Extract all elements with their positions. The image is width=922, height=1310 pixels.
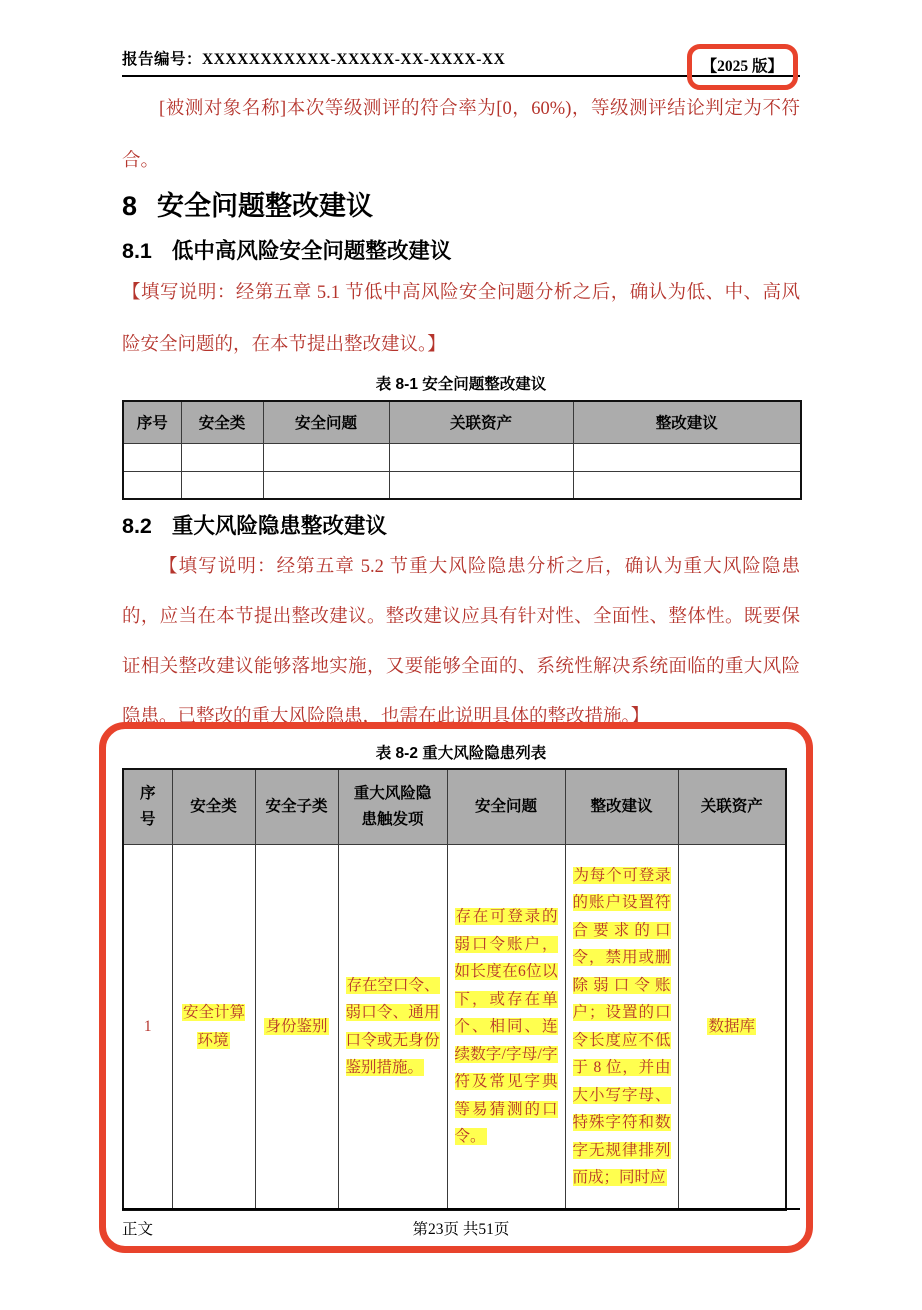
column-header-suggestion: 整改建议 [573,401,801,443]
table-8-1 [122,400,802,500]
footer-section-label: 正文 [122,1221,154,1238]
heading-8-number: 8 [122,191,138,221]
highlighted-text: 存在空口令、弱口令、通用口令或无身份鉴别措施。 [345,976,440,1077]
empty-cell [181,443,263,471]
table-8-2 [122,768,787,1211]
column-header-asset: 关联资产 [678,769,786,844]
report-number: 报告编号：XXXXXXXXXXX-XXXXX-XX-XXXX-XX [122,51,506,68]
empty-cell [263,443,389,471]
column-header-category: 安全类 [181,401,263,443]
empty-cell [389,443,573,471]
column-header-category: 安全类 [172,769,255,844]
conclusion-paragraph: [被测对象名称]本次等级测评的符合率为[0，60%)，等级测评结论判定为不符合。 [122,99,800,171]
heading-8-2-number: 8.2 [122,514,152,538]
empty-cell [181,471,263,499]
empty-cell [573,471,801,499]
heading-8-2 [122,512,800,540]
table-8-2-header-row [123,769,786,844]
fill-instruction-8-1: 【填写说明：经第五章 5.1 节低中高风险安全问题分析之后，确认为低、中、高风险安全问题的，在本节提出整改建议。】 [122,283,800,355]
highlighted-text: 存在可登录的弱口令账户，如长度在6位以下，或存在单个、相同、连续数字/字母/字符及常见字典等易猜测的口令。 [454,908,558,1145]
trigger-cell [338,844,447,1210]
highlighted-text: 安全计算环境 [182,1004,245,1049]
column-header-serial: 序号 [123,769,172,844]
heading-8-1-title: 低中高风险安全问题整改建议 [171,239,452,263]
column-header-serial: 序号 [123,401,181,443]
column-header-problem: 安全问题 [447,769,565,844]
highlighted-text: 为每个可登录的账户设置符合要求的口令，禁用或删除弱口令账户；设置的口令长度应不低于 8 位，并由大小写字母、特殊字符和数字无规律排列而成；同时应 [572,866,671,1187]
column-header-problem: 安全问题 [263,401,389,443]
asset-cell [678,844,786,1210]
page-body [0,83,922,742]
heading-8 [122,189,800,223]
column-header-trigger: 重大风险隐患触发项 [338,769,447,844]
suggestion-cell [565,844,678,1210]
column-header-subcategory: 安全子类 [255,769,338,844]
highlighted-text: 身份鉴别 [265,1018,328,1035]
problem-cell [447,844,565,1210]
heading-8-2-title: 重大风险隐患整改建议 [171,514,387,538]
table-row-empty [123,443,801,471]
highlighted-text: 数据库 [708,1018,755,1035]
table-8-1-caption: 表 8-1 安全问题整改建议 [375,376,547,393]
table-8-2-section [122,740,800,1211]
column-header-suggestion: 整改建议 [565,769,678,844]
empty-cell [263,471,389,499]
fill-instruction-8-2: 【填写说明：经第五章 5.2 节重大风险隐患分析之后，确认为重大风险隐患的，应当在本节提出整改建议。整改建议应具有针对性、全面性、整体性。既要保证相关整改建议能够落地实施，又要能够全面的、系统性解决系统面临的重大风险隐患。已整改的重大风险隐患，也需在此说明具体的整改措施。】 [122,557,800,727]
column-header-asset: 关联资产 [389,401,573,443]
table-row-risk-1 [123,844,786,1210]
page-footer [122,1208,800,1239]
empty-cell [573,443,801,471]
version-badge: 【2025 版】 [687,44,798,90]
empty-cell [123,471,181,499]
heading-8-title: 安全问题整改建议 [157,191,374,221]
footer-page-number: 第23页 共51页 [412,1221,510,1238]
heading-8-1 [122,237,800,265]
table-8-1-header-row [123,401,801,443]
serial-cell: 1 [123,844,172,1210]
subcategory-cell [255,844,338,1210]
table-row-empty [123,471,801,499]
table-8-2-caption: 表 8-2 重大风险隐患列表 [375,745,547,762]
empty-cell [389,471,573,499]
category-cell [172,844,255,1210]
heading-8-1-number: 8.1 [122,239,152,263]
empty-cell [123,443,181,471]
